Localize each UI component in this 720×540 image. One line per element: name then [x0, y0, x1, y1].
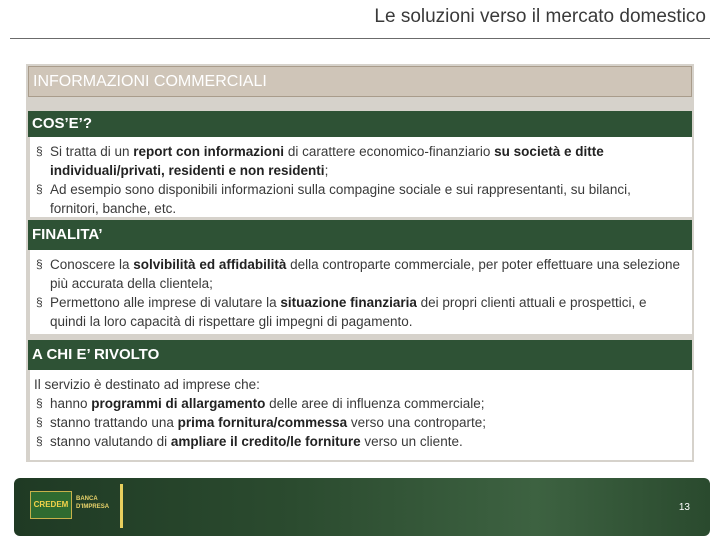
text-segment: stanno valutando di — [50, 434, 171, 449]
list-item — [34, 142, 682, 180]
list-item — [34, 432, 682, 451]
banca-impresa-logo: BANCA D'IMPRESA — [76, 496, 110, 510]
text-segment: verso un cliente. — [360, 434, 463, 449]
list-item — [34, 255, 682, 293]
footer-bar — [14, 478, 710, 536]
gold-divider — [120, 484, 123, 528]
text-segment: Ad esempio sono disponibili informazioni sulla compagine sociale e sui rappresentanti, su bilanci, fornitori, banche, etc. — [50, 182, 631, 216]
list-item — [34, 394, 682, 413]
list-item — [34, 413, 682, 432]
section-heading-a-chi-e-rivolto: A CHI E’ RIVOLTO — [28, 340, 692, 370]
text-segment: della controparte commerciale, per poter effettuare una selezione più accurata della clientela; — [50, 257, 681, 291]
text-segment: Si tratta di un — [50, 144, 134, 159]
text-segment: stanno trattando una — [50, 415, 178, 430]
bold-text: ampliare il credito/le forniture — [170, 434, 361, 449]
section-intro: Il servizio è destinato ad imprese che: — [34, 377, 260, 392]
bold-text: su società e ditte individuali/privati, residenti e non residenti — [50, 144, 604, 178]
bold-text: programmi di allargamento — [91, 396, 266, 411]
text-segment: delle aree di influenza commerciale; — [265, 396, 485, 411]
text-segment: dei propri clienti attuali e prospettici, e quindi la loro capacità di rispettare gli impegni di pagamento. — [50, 295, 647, 329]
text-segment: ; — [324, 163, 329, 178]
bold-text: solvibilità ed affidabilità — [133, 257, 287, 272]
text-segment: di carattere economico-finanziario — [284, 144, 495, 159]
content-panel — [26, 64, 694, 462]
section-heading-finalita: FINALITA’ — [28, 220, 692, 250]
text-segment: hanno — [50, 396, 92, 411]
section-body-cos-e — [30, 137, 692, 217]
section-header: INFORMAZIONI COMMERCIALI — [28, 66, 692, 97]
list-item — [34, 180, 682, 218]
list-item — [34, 293, 682, 331]
credem-logo: CREDEM — [30, 491, 72, 519]
section-body-finalita — [30, 250, 692, 334]
page-number: 13 — [678, 502, 690, 513]
text-segment: Conoscere la — [50, 257, 134, 272]
title-divider — [10, 38, 710, 39]
section-body-a-chi-e-rivolto — [30, 370, 692, 460]
text-segment: Permettono alle imprese di valutare la — [50, 295, 281, 310]
bold-text: report con informazioni — [133, 144, 285, 159]
bold-text: prima fornitura/commessa — [177, 415, 348, 430]
bold-text: situazione finanziaria — [280, 295, 417, 310]
page-title: Le soluzioni verso il mercato domestico — [374, 6, 706, 27]
text-segment: verso una controparte; — [347, 415, 487, 430]
section-heading-cos-e: COS’E’? — [28, 111, 692, 137]
